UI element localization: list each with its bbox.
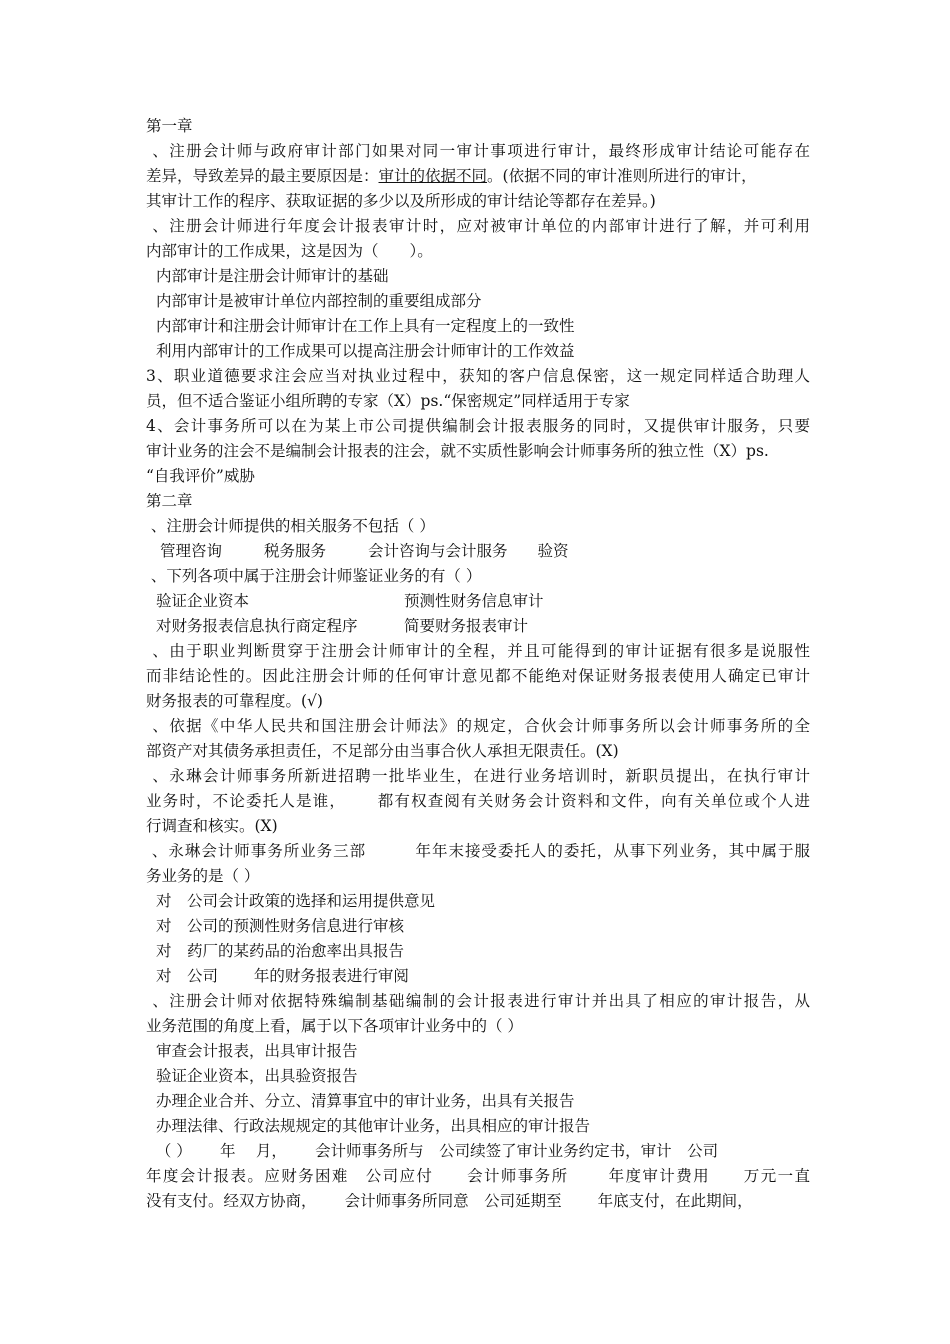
ch2-q6-line-2: 务业务的是（ ） [146,867,260,885]
ch1-q1-line-2-post: 。(依据不同的审计准则所进行的审计， [487,167,757,185]
ch2-q2-options-row-1 [146,589,810,614]
ch2-q8-line-3: 没有支付。经双方协商， 会计师事务所同意 公司延期至 年底支付，在此期间， [146,1192,753,1210]
ch1-q2-option: 利用内部审计的工作成果可以提高注册会计师审计的工作效益 [156,342,575,360]
ch2-q6-line-1: 、永琳会计师事务所业务三部 年年末接受委托人的委托，从事下列业务，其中属于服 [146,842,810,860]
ch2-q6-option: 对 公司的预测性财务信息进行审核 [156,917,405,935]
ch1-q1-line-1: 、注册会计师与政府审计部门如果对同一审计事项进行审计，最终形成审计结论可能存在 [146,142,810,160]
ch2-q7-line-1: 、注册会计师对依据特殊编制基础编制的会计报表进行审计并出具了相应的审计报告，从 [146,992,810,1010]
ch2-q2-option: 预测性财务信息审计 [404,592,544,610]
ch1-q2-option: 内部审计是注册会计师审计的基础 [156,267,389,285]
ch2-q7-line-2: 业务范围的角度上看，属于以下各项审计业务中的（ ） [146,1017,523,1035]
ch1-q1-answer-underlined: 审计的依据不同 [378,167,488,185]
ch2-q7-option: 验证企业资本，出具验资报告 [156,1067,358,1085]
ch2-q2-option: 简要财务报表审计 [404,617,529,635]
document-page [146,114,810,1214]
ch2-q2-line-1: 、下列各项中属于注册会计师鉴证业务的有（ ） [146,567,482,585]
ch2-q7-option: 审查会计报表，出具审计报告 [156,1042,358,1060]
ch2-q1-options [146,539,810,564]
ch1-q1-line-2 [146,164,810,189]
ch1-q4-line-1: 4、会计事务所可以在为某上市公司提供编制会计报表服务的同时，又提供审计服务，只要 [146,417,810,435]
ch2-q4-line-1: 、依据《中华人民共和国注册会计师法》的规定，合伙会计师事务所以会计师事务所的全 [146,717,810,735]
chapter-2-heading: 第二章 [146,492,193,510]
ch2-q8-line-1: （ ） 年 月， 会计师事务所与 公司续签了审计业务约定书，审计 公司 [146,1142,719,1160]
ch2-q2-option: 验证企业资本 [156,592,250,610]
ch1-q2-option: 内部审计是被审计单位内部控制的重要组成部分 [156,292,482,310]
ch2-q3-line-1: 、由于职业判断贯穿于注册会计师审计的全程，并且可能得到的审计证据有很多是说服性 [146,642,810,660]
ch2-q2-option: 对财务报表信息执行商定程序 [156,617,358,635]
ch1-q4-line-2: 审计业务的注会不是编制会计报表的注会，就不实质性影响会计师事务所的独立性（X）ps. [146,442,769,460]
ch1-q2-line-1: 、注册会计师进行年度会计报表审计时，应对被审计单位的内部审计进行了解，并可利用 [146,217,810,235]
ch1-q3-line-1: 3、职业道德要求注会应当对执业过程中，获知的客户信息保密，这一规定同样适合助理人 [146,367,810,385]
ch2-q6-option: 对 公司 年的财务报表进行审阅 [156,967,409,985]
ch1-q2-option: 内部审计和注册会计师审计在工作上具有一定程度上的一致性 [156,317,575,335]
ch1-q4-line-3: “自我评价”威胁 [146,467,255,485]
ch2-q7-option: 办理法律、行政法规规定的其他审计业务，出具相应的审计报告 [156,1117,591,1135]
chapter-1-heading: 第一章 [146,117,193,135]
ch2-q8-line-2: 年度会计报表。应财务困难 公司应付 会计师事务所 年度审计费用 万元一直 [146,1167,810,1185]
ch2-q1-option: 管理咨询 [160,542,223,560]
ch2-q5-line-1: 、永琳会计师事务所新进招聘一批毕业生，在进行业务培训时，新职员提出，在执行审计 [146,767,810,785]
ch1-q2-line-2: 内部审计的工作成果，这是因为（ ）。 [146,242,433,260]
ch2-q6-option: 对 药厂的某药品的治愈率出具报告 [156,942,405,960]
ch2-q3-line-2: 而非结论性的。因此注册会计师的任何审计意见都不能绝对保证财务报表使用人确定已审计 [146,667,810,685]
ch2-q1-option: 验资 [537,542,569,560]
ch2-q6-option: 对 公司会计政策的选择和运用提供意见 [156,892,436,910]
ch1-q1-line-3: 其审计工作的程序、获取证据的多少以及所形成的审计结论等都存在差异。) [146,192,656,210]
ch2-q1-option: 税务服务 [264,542,327,560]
ch2-q4-line-2: 部资产对其债务承担责任，不足部分由当事合伙人承担无限责任。(X) [146,742,619,760]
ch1-q3-line-2: 员，但不适合鉴证小组所聘的专家（X）ps.“保密规定”同样适用于专家 [146,392,630,410]
ch2-q5-line-2: 业务时，不论委托人是谁， 都有权查阅有关财务会计资料和文件，向有关单位或个人进 [146,792,810,810]
ch2-q7-option: 办理企业合并、分立、清算事宜中的审计业务，出具有关报告 [156,1092,575,1110]
ch2-q5-line-3: 行调查和核实。(X) [146,817,278,835]
ch1-q1-line-2-pre: 差异，导致差异的最主要原因是： [146,167,379,185]
ch2-q3-line-3: 财务报表的可靠程度。(√) [146,692,323,710]
ch2-q2-options-row-2 [146,614,810,639]
ch2-q1-line-1: 、注册会计师提供的相关服务不包括（ ） [146,517,435,535]
ch2-q1-option: 会计咨询与会计服务 [368,542,508,560]
